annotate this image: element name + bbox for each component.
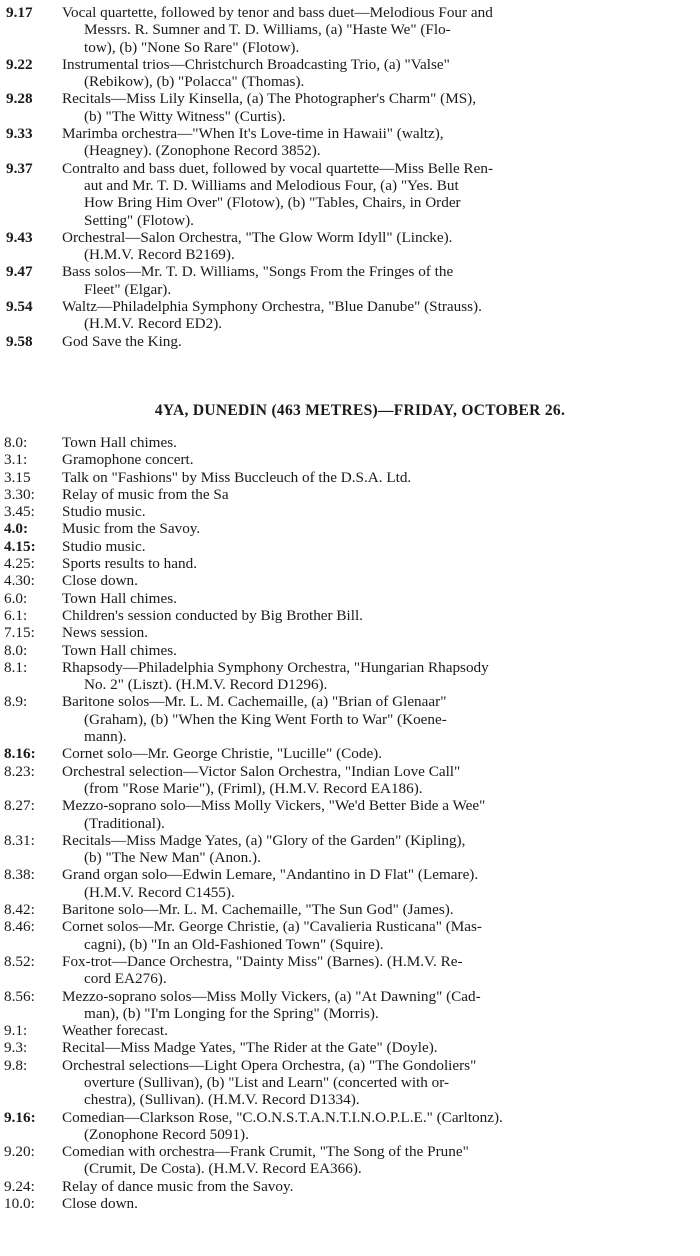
entry-time: 8.9:: [4, 693, 28, 711]
programme-entry: [0, 125, 700, 160]
entry-time: 8.16:: [4, 745, 36, 763]
entry-description-continued: How Bring Him Over" (Flotow), (b) "Tables, Chairs, in Order: [84, 194, 461, 212]
christchurch-programme-continued: [0, 4, 700, 350]
entry-description: Relay of dance music from the Savoy.: [62, 1177, 294, 1195]
entry-description-continued: tow), (b) "None So Rare" (Flotow).: [84, 38, 300, 56]
entry-description-continued: overture (Sullivan), (b) "List and Learn" (concerted with or-: [84, 1073, 450, 1091]
programme-entry: [0, 745, 700, 762]
programme-entry: [0, 298, 700, 333]
entry-description: Mezzo-soprano solo—Miss Molly Vickers, "We'd Better Bide a Wee": [62, 797, 486, 815]
entry-description-continued: (Crumit, De Costa). (H.M.V. Record EA366).: [84, 1160, 362, 1178]
entry-description: Baritone solos—Mr. L. M. Cachemaille, (a) "Brian of Glenaar": [62, 693, 447, 711]
entry-time: 9.37: [6, 159, 33, 177]
entry-description-continued: mann).: [84, 728, 127, 746]
entry-time: 9.24:: [4, 1177, 35, 1195]
entry-time: 8.0:: [4, 641, 28, 659]
programme-entry: [0, 538, 700, 555]
entry-time: 3.45:: [4, 503, 35, 521]
entry-time: 4.25:: [4, 555, 35, 573]
programme-entry: [0, 333, 700, 350]
programme-entry: [0, 1057, 700, 1109]
entry-description-continued: (H.M.V. Record B2169).: [84, 246, 235, 264]
entry-time: 8.0:: [4, 434, 28, 451]
programme-entry: [0, 763, 700, 798]
entry-description: Town Hall chimes.: [62, 434, 177, 451]
programme-entry: [0, 503, 700, 520]
entry-description: Gramophone concert.: [62, 451, 194, 469]
entry-time: 4.0:: [4, 520, 29, 538]
entry-description: Waltz—Philadelphia Symphony Orchestra, "Blue Danube" (Strauss).: [62, 298, 482, 316]
entry-description: Baritone solo—Mr. L. M. Cachemaille, "The Sun God" (James).: [62, 901, 454, 919]
entry-time: 7.15:: [4, 624, 35, 642]
programme-entry: [0, 90, 700, 125]
entry-time: 3.15: [4, 468, 31, 486]
entry-time: 9.28: [6, 90, 33, 108]
entry-time: 3.30:: [4, 485, 35, 503]
entry-time: 8.1:: [4, 658, 28, 676]
entry-description: Cornet solos—Mr. George Christie, (a) "Cavalieria Rusticana" (Mas-: [62, 918, 482, 936]
entry-description-continued: Setting" (Flotow).: [84, 211, 194, 229]
entry-time: 9.47: [6, 263, 33, 281]
entry-description: Recitals—Miss Lily Kinsella, (a) The Photographer's Charm" (MS),: [62, 90, 477, 108]
entry-description: Talk on "Fashions" by Miss Buccleuch of the D.S.A. Ltd.: [62, 468, 412, 486]
entry-description: Recital—Miss Madge Yates, "The Rider at the Gate" (Doyle).: [62, 1039, 438, 1057]
entry-description-continued: (b) "The Witty Witness" (Curtis).: [84, 107, 286, 125]
entry-description: Studio music.: [62, 503, 146, 521]
entry-description: Orchestral selections—Light Opera Orchestra, (a) "The Gondoliers": [62, 1056, 477, 1074]
entry-description: God Save the King.: [62, 332, 182, 350]
programme-entry: [0, 624, 700, 641]
programme-entry: [0, 590, 700, 607]
entry-time: 8.56:: [4, 987, 35, 1005]
entry-description: Comedian with orchestra—Frank Crumit, "The Song of the Prune": [62, 1143, 469, 1161]
programme-entry: [0, 56, 700, 91]
entry-description-continued: (H.M.V. Record C1455).: [84, 883, 235, 901]
entry-description-continued: Messrs. R. Sumner and T. D. Williams, (a) "Haste We" (Flo-: [84, 21, 451, 39]
programme-entry: [0, 4, 700, 56]
entry-description-continued: (Graham), (b) "When the King Went Forth to War" (Koene-: [84, 710, 447, 728]
entry-description: Bass solos—Mr. T. D. Williams, "Songs From the Fringes of the: [62, 263, 454, 281]
entry-time: 9.58: [6, 332, 33, 350]
entry-time: 9.17: [6, 4, 33, 21]
entry-description: Instrumental trios—Christchurch Broadcasting Trio, (a) "Valse": [62, 55, 450, 73]
programme-entry: [0, 555, 700, 572]
entry-description: Comedian—Clarkson Rose, "C.O.N.S.T.A.N.T.I.N.O.P.L.E." (Carltonz).: [62, 1108, 503, 1126]
entry-description: Grand organ solo—Edwin Lemare, "Andantino in D Flat" (Lemare).: [62, 866, 479, 884]
entry-description-continued: (from "Rose Marie"), (Friml), (H.M.V. Record EA186).: [84, 779, 423, 797]
programme-entry: [0, 832, 700, 867]
entry-description: Sports results to hand.: [62, 555, 197, 573]
entry-description-continued: chestra), (Sullivan). (H.M.V. Record D1334).: [84, 1091, 360, 1109]
programme-entry: [0, 693, 700, 745]
entry-description: Children's session conducted by Big Brother Bill.: [62, 606, 363, 624]
entry-description: Town Hall chimes.: [62, 641, 177, 659]
programme-entry: [0, 953, 700, 988]
entry-description: Close down.: [62, 1195, 138, 1213]
entry-description-continued: (Zonophone Record 5091).: [84, 1125, 249, 1143]
station-heading: 4YA, DUNEDIN (463 METRES)—FRIDAY, OCTOBER 26.: [154, 402, 566, 419]
entry-time: 9.43: [6, 228, 33, 246]
entry-description: Music from the Savoy.: [62, 520, 201, 538]
entry-description: Vocal quartette, followed by tenor and bass duet—Melodious Four and: [62, 4, 493, 21]
programme-entry: [0, 607, 700, 624]
programme-entry: [0, 160, 700, 229]
entry-time: 9.20:: [4, 1143, 35, 1161]
programme-entry: [0, 901, 700, 918]
entry-time: 9.33: [6, 125, 33, 143]
programme-entry: [0, 1039, 700, 1056]
dunedin-programme-list: [0, 434, 700, 1212]
programme-entry: [0, 486, 700, 503]
entry-description-continued: (b) "The New Man" (Anon.).: [84, 849, 261, 867]
entry-time: 3.1:: [4, 451, 28, 469]
entry-time: 9.54: [6, 298, 33, 316]
programme-entry: [0, 451, 700, 468]
entry-description: Rhapsody—Philadelphia Symphony Orchestra, "Hungarian Rhapsody: [62, 658, 489, 676]
programme-entry: [0, 572, 700, 589]
entry-description-continued: man), (b) "I'm Longing for the Spring" (Morris).: [84, 1004, 379, 1022]
entry-time: 8.23:: [4, 762, 35, 780]
entry-time: 4.30:: [4, 572, 35, 590]
entry-description-continued: (Rebikow), (b) "Polacca" (Thomas).: [84, 73, 305, 91]
programme-entry: [0, 988, 700, 1023]
programme-entry: [0, 918, 700, 953]
entry-description: News session.: [62, 624, 149, 642]
entry-time: 9.22: [6, 55, 33, 73]
entry-description-continued: Fleet" (Elgar).: [84, 280, 172, 298]
programme-entry: [0, 866, 700, 901]
entry-time: 8.38:: [4, 866, 35, 884]
entry-time: 6.1:: [4, 606, 28, 624]
entry-time: 8.31:: [4, 831, 35, 849]
programme-entry: [0, 469, 700, 486]
entry-description: Marimba orchestra—"When It's Love-time in Hawaii" (waltz),: [62, 125, 444, 143]
entry-description: Orchestral selection—Victor Salon Orchestra, "Indian Love Call": [62, 762, 461, 780]
entry-description-continued: (Heagney). (Zonophone Record 3852).: [84, 142, 321, 160]
entry-time: 9.1:: [4, 1022, 28, 1040]
entry-description-continued: cord EA276).: [84, 970, 167, 988]
programme-entry: [0, 659, 700, 694]
entry-time: 8.46:: [4, 918, 35, 936]
entry-time: 8.52:: [4, 952, 35, 970]
entry-description-continued: (H.M.V. Record ED2).: [84, 315, 223, 333]
programme-entry: [0, 263, 700, 298]
entry-time: 6.0:: [4, 589, 28, 607]
entry-description: Orchestral—Salon Orchestra, "The Glow Worm Idyll" (Lincke).: [62, 228, 453, 246]
entry-description: Town Hall chimes.: [62, 589, 177, 607]
entry-description: Contralto and bass duet, followed by vocal quartette—Miss Belle Ren-: [62, 159, 494, 177]
programme-entry: [0, 1195, 700, 1212]
entry-time: 10.0:: [4, 1195, 35, 1213]
programme-entry: [0, 1178, 700, 1195]
entry-time: 9.16:: [4, 1108, 36, 1126]
programme-entry: [0, 1022, 700, 1039]
entry-description-continued: (Traditional).: [84, 814, 165, 832]
entry-description: Recitals—Miss Madge Yates, (a) "Glory of the Garden" (Kipling),: [62, 831, 466, 849]
entry-description: Close down.: [62, 572, 138, 590]
entry-description-continued: No. 2" (Liszt). (H.M.V. Record D1296).: [84, 676, 328, 694]
entry-description-continued: cagni), (b) "In an Old-Fashioned Town" (Squire).: [84, 935, 384, 953]
entry-time: 4.15:: [4, 537, 36, 555]
entry-description: Weather forecast.: [62, 1022, 168, 1040]
entry-description: Cornet solo—Mr. George Christie, "Lucille" (Code).: [62, 745, 383, 763]
entry-description: Fox-trot—Dance Orchestra, "Dainty Miss" (Barnes). (H.M.V. Re-: [62, 952, 463, 970]
entry-time: 8.27:: [4, 797, 35, 815]
programme-entry: [0, 797, 700, 832]
programme-entry: [0, 229, 700, 264]
programme-entry: [0, 642, 700, 659]
programme-entry: [0, 1109, 700, 1144]
entry-time: 8.42:: [4, 901, 35, 919]
entry-description: Relay of music from the Sa: [62, 485, 229, 503]
entry-time: 9.3:: [4, 1039, 28, 1057]
entry-description-continued: aut and Mr. T. D. Williams and Melodious Four, (a) "Yes. But: [84, 176, 459, 194]
entry-description: Mezzo-soprano solos—Miss Molly Vickers, (a) "At Dawning" (Cad-: [62, 987, 481, 1005]
programme-entry: [0, 520, 700, 537]
entry-description: Studio music.: [62, 537, 146, 555]
programme-entry: [0, 1143, 700, 1178]
entry-time: 9.8:: [4, 1056, 28, 1074]
programme-entry: [0, 434, 700, 451]
